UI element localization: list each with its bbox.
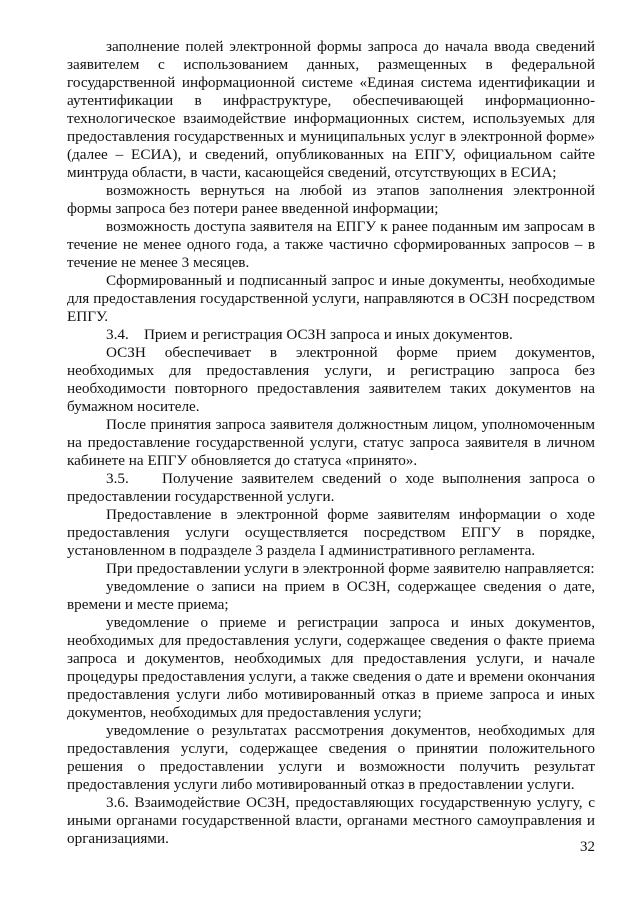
section-heading-3-4: 3.4. Прием и регистрация ОСЗН запроса и иных документов. <box>106 326 513 343</box>
paragraph-notification-appointment: уведомление о записи на прием в ОСЗН, содержащее сведения о дате, времени и месте приема; <box>67 578 595 613</box>
paragraph-progress-info: Предоставление в электронной форме заявителям информации о ходе предоставления услуги осуществляется посредством ЕПГУ в порядке, установленном в подразделе 3 раздела I административного регламента. <box>67 506 595 559</box>
paragraph-notification-registration: уведомление о приеме и регистрации запроса и иных документов, необходимых для предоставления услуги, содержащее сведения о факте приема запроса и документов, необходимых для предоставления услуги, и начале процедуры предоставления услуги, а также сведения о дате и времени окончания предоставления услуги либо мотивированный отказ в приеме запроса и иных документов, необходимых для предоставления услуги; <box>67 614 595 721</box>
paragraph-notification-results: уведомление о результатах рассмотрения документов, необходимых для предоставления услуги, содержащее сведения о принятии положительного решения о предоставлении услуги и возможности получить результат предоставления услуги либо мотивированный отказ в предоставлении услуги. <box>67 722 595 793</box>
section-heading-3-5: 3.5. Получение заявителем сведений о ходе выполнения запроса о предоставлении государственной услуги. <box>67 470 595 505</box>
paragraph-request-sent: Сформированный и подписанный запрос и иные документы, необходимые для предоставления государственной услуги, направляются в ОСЗН посредством ЕПГУ. <box>67 272 595 325</box>
page-number: 32 <box>580 839 595 855</box>
paragraph-access-to-requests: возможность доступа заявителя на ЕПГУ к ранее поданным им запросам в течение не менее одного года, а также частично сформированных запросов – в течение не менее 3 месяцев. <box>67 218 595 271</box>
paragraph-return-to-step: возможность вернуться на любой из этапов заполнения электронной формы запроса без потери ранее введенной информации; <box>67 182 595 217</box>
paragraph-notifications-intro: При предоставлении услуги в электронной форме заявителю направляется: <box>106 560 595 577</box>
paragraph-status-accepted: После принятия запроса заявителя должностным лицом, уполномоченным на предоставление государственной услуги, статус запроса заявителя в личном кабинете на ЕПГУ обновляется до статуса «принято». <box>67 416 595 469</box>
paragraph-oszn-reception: ОСЗН обеспечивает в электронной форме прием документов, необходимых для предоставления услуги, и регистрацию запроса без необходимости повторного предоставления заявителем таких документов на бумажном носителе. <box>67 344 595 415</box>
paragraph-form-filling: заполнение полей электронной формы запроса до начала ввода сведений заявителем с использованием данных, размещенных в федеральной государственной информационной системе «Единая система идентификации и аутентификации в инфраструктуре, обеспечивающей информационно-технологическое взаимодействие информационных систем, используемых для предоставления государственных и муниципальных услуг в электронной форме» (далее – ЕСИА), и сведений, опубликованных на ЕПГУ, официальном сайте минтруда области, в части, касающейся сведений, отсутствующих в ЕСИА; <box>67 38 595 181</box>
section-heading-3-6: 3.6. Взаимодействие ОСЗН, предоставляющих государственную услугу, с иными органами государственной власти, органами местного самоуправления и организациями. <box>67 794 595 847</box>
